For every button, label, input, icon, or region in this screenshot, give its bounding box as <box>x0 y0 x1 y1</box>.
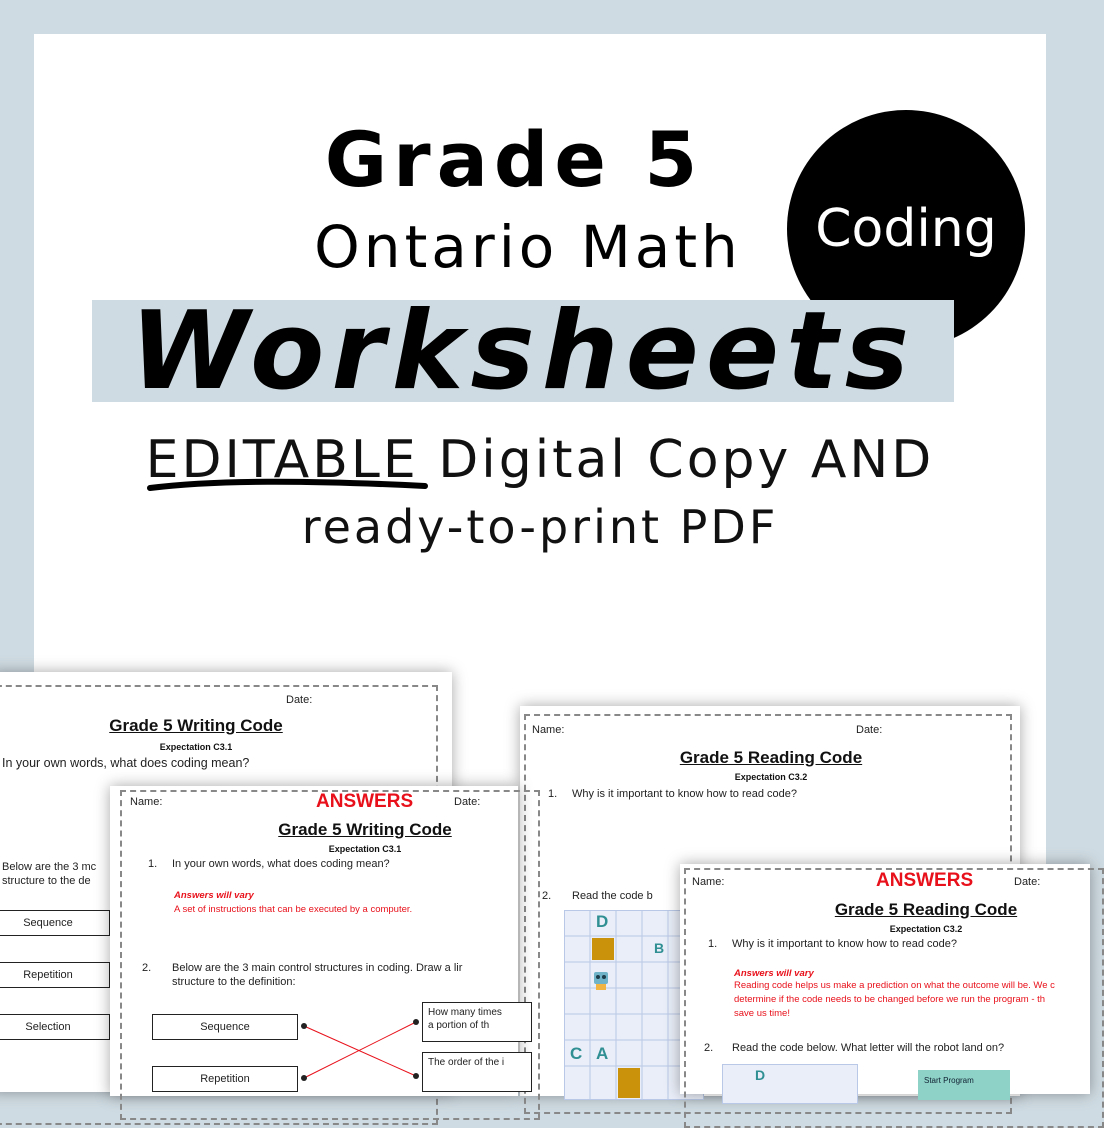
answers-label: ANSWERS <box>316 791 414 812</box>
question-1: In your own words, what does coding mean? <box>172 858 390 870</box>
expectation-label: Expectation C3.1 <box>328 844 402 854</box>
question-1-number: 1. <box>548 788 558 800</box>
selection-box: Selection <box>0 1014 110 1040</box>
grid-letter-c: C <box>570 1044 583 1063</box>
question-2: Read the code below. What letter will the robot land on? <box>732 1042 1005 1054</box>
answer-note: Answers will vary <box>174 890 254 901</box>
question-2-number: 2. <box>704 1042 714 1054</box>
worksheet-writing-code-answers <box>110 786 518 1096</box>
question-2-number: 2. <box>142 962 152 974</box>
ontario-math-subtitle: Ontario Math <box>314 213 742 281</box>
definition-2: The order of the i <box>428 1057 505 1068</box>
answers-label: ANSWERS <box>876 870 974 891</box>
question-1-number: 1. <box>708 938 718 950</box>
sequence-box: Sequence <box>152 1014 298 1040</box>
grid-letter-d: D <box>596 912 609 931</box>
question-2-line-1: Below are the 3 mc <box>2 861 97 873</box>
date-label: Date: <box>1014 876 1041 888</box>
editable-underline-stroke <box>145 474 435 498</box>
answer-text: A set of instructions that can be executed by a computer. <box>174 904 413 915</box>
expectation-label: Expectation C3.1 <box>159 742 233 752</box>
matching-lines <box>110 786 518 1096</box>
coding-badge-label: Coding <box>815 199 997 259</box>
date-label: Date: <box>856 724 883 736</box>
name-label: Name: <box>692 876 725 888</box>
question-2-line-1: Below are the 3 main control structures in coding. Draw a lir <box>172 962 463 974</box>
worksheet-title: Grade 5 Writing Code <box>109 716 283 735</box>
start-program-block <box>918 1070 1010 1100</box>
question-2-line-2: structure to the de <box>2 875 91 887</box>
definition-1-line-1: How many times <box>428 1007 502 1018</box>
gold-tile <box>618 1068 640 1098</box>
expectation-label: Expectation C3.2 <box>889 924 963 934</box>
sequence-box: Sequence <box>0 910 110 936</box>
robot-icon <box>594 972 608 990</box>
answer-line-2: determine if the code needs to be changed before we run the program - th <box>734 994 1046 1005</box>
question-1: Why is it important to know how to read code? <box>572 788 797 800</box>
question-1-number: 1. <box>148 858 158 870</box>
answer-line-1: Reading code helps us make a prediction on what the outcome will be. We c <box>734 980 1055 991</box>
grid-letter-d: D <box>755 1067 766 1083</box>
grid-letter-b: B <box>654 940 665 956</box>
editable-word: EDITABLE <box>145 430 419 490</box>
worksheet-title: Grade 5 Reading Code <box>834 900 1018 919</box>
definition-1-line-2: a portion of th <box>428 1020 490 1031</box>
tagline-line-2: ready-to-print PDF <box>301 500 779 554</box>
code-grid <box>722 1064 858 1104</box>
question-1: In your own words, what does coding mean? <box>2 756 250 770</box>
date-label: Date: <box>286 694 313 706</box>
grid-letter-a: A <box>596 1044 609 1063</box>
answer-line-3: save us time! <box>734 1008 790 1019</box>
worksheet-title: Grade 5 Reading Code <box>679 748 863 767</box>
name-label: Name: <box>130 796 163 808</box>
question-1: Why is it important to know how to read code? <box>732 938 957 950</box>
grade-title: Grade 5 <box>324 115 704 204</box>
tagline-rest: Digital Copy AND <box>418 430 935 490</box>
question-2: Read the code b <box>572 890 653 902</box>
expectation-label: Expectation C3.2 <box>734 772 808 782</box>
worksheet-reading-code-answers <box>680 864 1090 1094</box>
answer-note: Answers will vary <box>734 968 814 979</box>
worksheets-heading: Worksheets <box>129 289 917 414</box>
worksheet-title: Grade 5 Writing Code <box>278 820 452 839</box>
question-2-line-2: structure to the definition: <box>172 976 296 988</box>
question-2-number: 2. <box>542 890 552 902</box>
repetition-box: Repetition <box>152 1066 298 1092</box>
name-label: Name: <box>532 724 565 736</box>
gold-tile <box>592 938 614 960</box>
start-program-label: Start Program <box>924 1076 974 1085</box>
repetition-box: Repetition <box>0 962 110 988</box>
date-label: Date: <box>454 796 481 808</box>
